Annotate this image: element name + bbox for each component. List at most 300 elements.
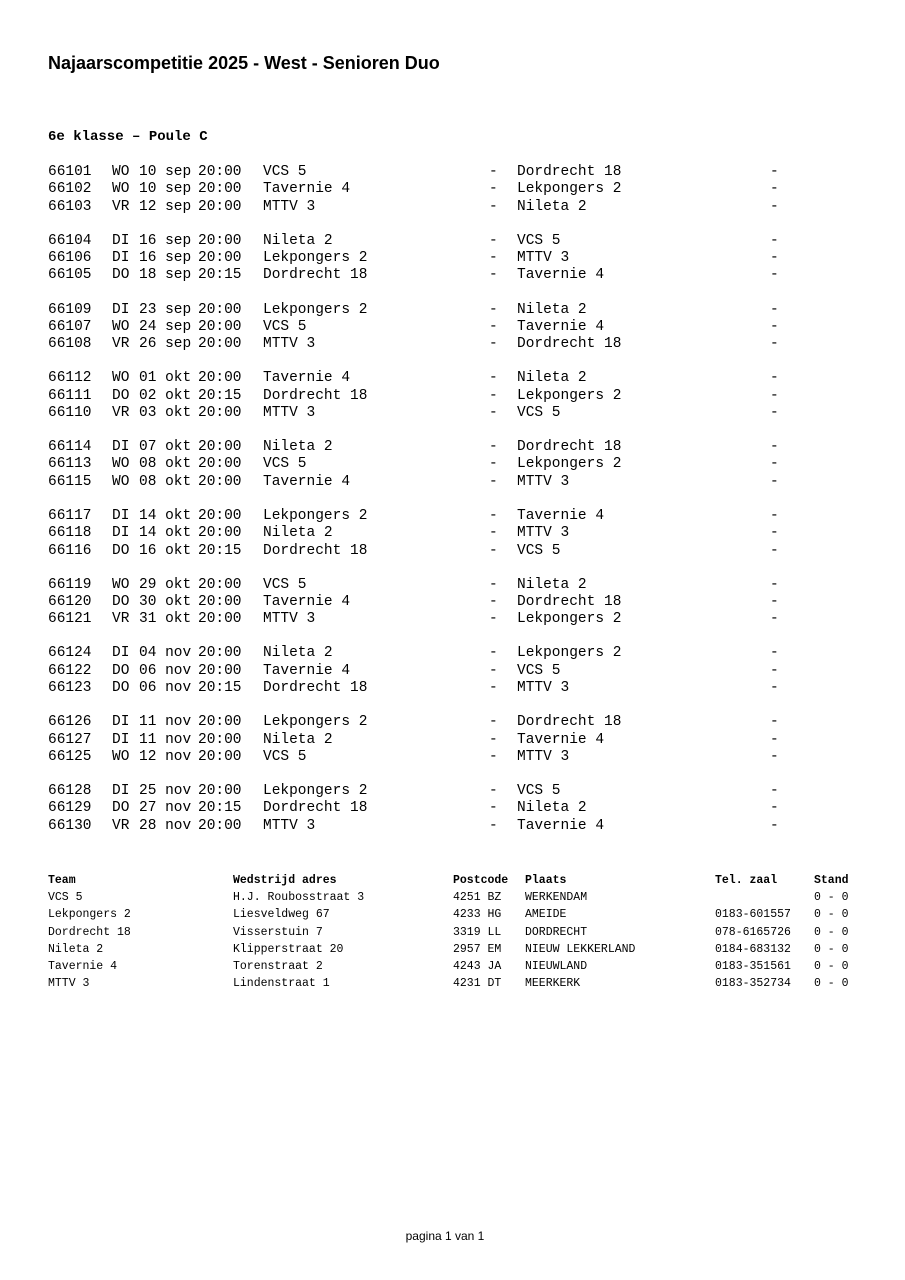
team-row xyxy=(48,958,858,975)
team-row xyxy=(48,924,858,941)
match-result: - xyxy=(770,783,779,800)
home-team: Lekpongers 2 xyxy=(263,250,368,267)
team-phone: 0183-352734 xyxy=(715,977,791,991)
team-name: Nileta 2 xyxy=(48,942,104,956)
match-row xyxy=(48,199,798,216)
match-date: 16 sep xyxy=(139,232,192,249)
match-day: VR xyxy=(112,336,130,353)
match-time: 20:15 xyxy=(198,680,242,697)
home-team: Dordrecht 18 xyxy=(263,680,368,697)
away-team: MTTV 3 xyxy=(517,525,570,542)
match-date: 08 okt xyxy=(139,473,192,490)
match-result: - xyxy=(770,662,779,679)
header-stand: Stand xyxy=(814,874,849,887)
away-team: Tavernie 4 xyxy=(517,318,605,335)
team-postcode: 4231 DT xyxy=(453,977,502,991)
header-postcode: Postcode xyxy=(453,874,509,887)
home-team: Dordrecht 18 xyxy=(263,267,368,284)
match-time: 20:00 xyxy=(198,576,242,593)
home-team: Tavernie 4 xyxy=(263,593,351,610)
match-day: DI xyxy=(112,250,130,267)
away-team: Dordrecht 18 xyxy=(517,439,622,456)
away-team: Tavernie 4 xyxy=(517,507,605,524)
match-date: 16 okt xyxy=(139,542,192,559)
match-time: 20:00 xyxy=(198,783,242,800)
match-row xyxy=(48,525,798,542)
match-result: - xyxy=(770,164,779,180)
match-result: - xyxy=(770,198,779,215)
match-date: 06 nov xyxy=(139,680,192,697)
match-day: WO xyxy=(112,748,130,765)
match-number: 66116 xyxy=(48,542,92,559)
match-row xyxy=(48,181,798,198)
team-phone: 0183-601557 xyxy=(715,908,791,922)
match-day: VR xyxy=(112,817,130,834)
match-date: 08 okt xyxy=(139,456,192,473)
match-result: - xyxy=(770,817,779,834)
match-separator: - xyxy=(489,164,498,180)
home-team: Dordrecht 18 xyxy=(263,387,368,404)
match-time: 20:00 xyxy=(198,439,242,456)
match-separator: - xyxy=(489,370,498,387)
match-row xyxy=(48,474,798,491)
match-row xyxy=(48,336,798,353)
header-team: Team xyxy=(48,874,76,887)
match-result: - xyxy=(770,800,779,817)
match-number: 66124 xyxy=(48,645,92,662)
match-row xyxy=(48,818,798,835)
match-separator: - xyxy=(489,198,498,215)
match-separator: - xyxy=(489,576,498,593)
away-team: VCS 5 xyxy=(517,783,561,800)
match-day: DO xyxy=(112,680,130,697)
home-team: Nileta 2 xyxy=(263,645,333,662)
match-result: - xyxy=(770,576,779,593)
match-time: 20:00 xyxy=(198,611,242,628)
match-date: 18 sep xyxy=(139,267,192,284)
match-date: 11 nov xyxy=(139,714,192,731)
home-team: Tavernie 4 xyxy=(263,181,351,198)
home-team: MTTV 3 xyxy=(263,336,316,353)
match-number: 66118 xyxy=(48,525,92,542)
group-spacer xyxy=(48,353,798,370)
match-day: DO xyxy=(112,593,130,610)
team-postcode: 4233 HG xyxy=(453,908,502,922)
team-address: H.J. Roubosstraat 3 xyxy=(233,891,365,905)
match-time: 20:00 xyxy=(198,336,242,353)
match-separator: - xyxy=(489,387,498,404)
match-number: 66111 xyxy=(48,387,92,404)
match-separator: - xyxy=(489,318,498,335)
match-schedule xyxy=(48,164,798,835)
match-day: WO xyxy=(112,181,130,198)
match-day: DO xyxy=(112,662,130,679)
match-number: 66126 xyxy=(48,714,92,731)
match-result: - xyxy=(770,370,779,387)
match-date: 28 nov xyxy=(139,817,192,834)
group-spacer xyxy=(48,629,798,646)
match-result: - xyxy=(770,714,779,731)
match-separator: - xyxy=(489,714,498,731)
match-day: DO xyxy=(112,800,130,817)
match-date: 10 sep xyxy=(139,181,192,198)
match-day: VR xyxy=(112,404,130,421)
match-result: - xyxy=(770,456,779,473)
match-date: 10 sep xyxy=(139,164,192,180)
match-date: 02 okt xyxy=(139,387,192,404)
team-standing: 0 - 0 xyxy=(814,977,849,991)
match-row xyxy=(48,543,798,560)
match-number: 66113 xyxy=(48,456,92,473)
match-result: - xyxy=(770,611,779,628)
match-time: 20:00 xyxy=(198,250,242,267)
team-row xyxy=(48,941,858,958)
match-row xyxy=(48,302,798,319)
team-address: Klipperstraat 20 xyxy=(233,942,344,956)
group-spacer xyxy=(48,422,798,439)
match-result: - xyxy=(770,250,779,267)
match-row xyxy=(48,388,798,405)
home-team: VCS 5 xyxy=(263,164,307,180)
poule-heading: 6e klasse – Poule C xyxy=(48,129,208,145)
match-number: 66104 xyxy=(48,232,92,249)
match-separator: - xyxy=(489,456,498,473)
match-date: 01 okt xyxy=(139,370,192,387)
team-phone: 0184-683132 xyxy=(715,942,791,956)
match-row xyxy=(48,233,798,250)
team-standing: 0 - 0 xyxy=(814,942,849,956)
match-row xyxy=(48,164,798,181)
match-result: - xyxy=(770,645,779,662)
match-result: - xyxy=(770,387,779,404)
match-day: DI xyxy=(112,714,130,731)
match-row xyxy=(48,680,798,697)
home-team: Nileta 2 xyxy=(263,439,333,456)
away-team: Nileta 2 xyxy=(517,576,587,593)
away-team: VCS 5 xyxy=(517,404,561,421)
match-number: 66107 xyxy=(48,318,92,335)
match-row xyxy=(48,645,798,662)
match-time: 20:00 xyxy=(198,525,242,542)
match-row xyxy=(48,594,798,611)
team-row xyxy=(48,889,858,906)
match-result: - xyxy=(770,318,779,335)
match-separator: - xyxy=(489,731,498,748)
team-postcode: 4243 JA xyxy=(453,959,502,973)
team-address: Lindenstraat 1 xyxy=(233,977,330,991)
away-team: Lekpongers 2 xyxy=(517,387,622,404)
home-team: VCS 5 xyxy=(263,318,307,335)
match-day: DI xyxy=(112,439,130,456)
match-result: - xyxy=(770,267,779,284)
match-date: 30 okt xyxy=(139,593,192,610)
home-team: Lekpongers 2 xyxy=(263,301,368,318)
match-number: 66102 xyxy=(48,181,92,198)
match-row xyxy=(48,405,798,422)
team-name: VCS 5 xyxy=(48,891,83,905)
match-separator: - xyxy=(489,232,498,249)
match-time: 20:00 xyxy=(198,456,242,473)
home-team: MTTV 3 xyxy=(263,198,316,215)
match-row xyxy=(48,714,798,731)
match-row xyxy=(48,611,798,628)
match-row xyxy=(48,749,798,766)
match-number: 66108 xyxy=(48,336,92,353)
match-date: 11 nov xyxy=(139,731,192,748)
match-row xyxy=(48,319,798,336)
home-team: Nileta 2 xyxy=(263,731,333,748)
match-day: WO xyxy=(112,473,130,490)
match-result: - xyxy=(770,525,779,542)
match-result: - xyxy=(770,404,779,421)
page-footer: pagina 1 van 1 xyxy=(405,1229,485,1243)
header-adres: Wedstrijd adres xyxy=(233,874,337,887)
match-separator: - xyxy=(489,267,498,284)
match-day: DO xyxy=(112,267,130,284)
match-number: 66123 xyxy=(48,680,92,697)
team-phone: 078-6165726 xyxy=(715,925,791,939)
match-day: DI xyxy=(112,525,130,542)
home-team: MTTV 3 xyxy=(263,817,316,834)
match-day: DI xyxy=(112,731,130,748)
match-separator: - xyxy=(489,645,498,662)
match-day: WO xyxy=(112,318,130,335)
match-time: 20:00 xyxy=(198,370,242,387)
match-number: 66101 xyxy=(48,164,92,180)
match-separator: - xyxy=(489,404,498,421)
away-team: Tavernie 4 xyxy=(517,731,605,748)
away-team: MTTV 3 xyxy=(517,748,570,765)
away-team: Tavernie 4 xyxy=(517,267,605,284)
match-time: 20:00 xyxy=(198,817,242,834)
match-separator: - xyxy=(489,680,498,697)
team-row xyxy=(48,906,858,923)
match-separator: - xyxy=(489,250,498,267)
match-separator: - xyxy=(489,748,498,765)
team-name: Dordrecht 18 xyxy=(48,925,131,939)
match-number: 66105 xyxy=(48,267,92,284)
match-time: 20:00 xyxy=(198,198,242,215)
match-date: 06 nov xyxy=(139,662,192,679)
match-time: 20:00 xyxy=(198,662,242,679)
match-time: 20:00 xyxy=(198,731,242,748)
away-team: MTTV 3 xyxy=(517,680,570,697)
group-spacer xyxy=(48,491,798,508)
team-name: Tavernie 4 xyxy=(48,959,118,973)
match-result: - xyxy=(770,680,779,697)
page-title: Najaarscompetitie 2025 - West - Senioren Duo xyxy=(48,53,440,73)
group-spacer xyxy=(48,285,798,302)
match-number: 66127 xyxy=(48,731,92,748)
match-time: 20:00 xyxy=(198,301,242,318)
team-city: DORDRECHT xyxy=(525,925,588,939)
match-separator: - xyxy=(489,336,498,353)
match-separator: - xyxy=(489,800,498,817)
team-phone: 0183-351561 xyxy=(715,959,791,973)
away-team: MTTV 3 xyxy=(517,473,570,490)
away-team: MTTV 3 xyxy=(517,250,570,267)
home-team: VCS 5 xyxy=(263,576,307,593)
team-city: NIEUWLAND xyxy=(525,959,588,973)
match-time: 20:15 xyxy=(198,542,242,559)
home-team: Nileta 2 xyxy=(263,525,333,542)
away-team: VCS 5 xyxy=(517,232,561,249)
match-number: 66114 xyxy=(48,439,92,456)
home-team: VCS 5 xyxy=(263,748,307,765)
team-standing: 0 - 0 xyxy=(814,908,849,922)
match-time: 20:00 xyxy=(198,473,242,490)
match-separator: - xyxy=(489,525,498,542)
match-row xyxy=(48,732,798,749)
away-team: Tavernie 4 xyxy=(517,817,605,834)
match-time: 20:15 xyxy=(198,267,242,284)
match-time: 20:00 xyxy=(198,318,242,335)
away-team: Lekpongers 2 xyxy=(517,645,622,662)
match-number: 66110 xyxy=(48,404,92,421)
match-time: 20:00 xyxy=(198,507,242,524)
home-team: MTTV 3 xyxy=(263,611,316,628)
away-team: Lekpongers 2 xyxy=(517,611,622,628)
team-city: NIEUW LEKKERLAND xyxy=(525,942,636,956)
match-separator: - xyxy=(489,507,498,524)
match-row xyxy=(48,508,798,525)
match-number: 66117 xyxy=(48,507,92,524)
away-team: VCS 5 xyxy=(517,662,561,679)
home-team: Lekpongers 2 xyxy=(263,714,368,731)
match-separator: - xyxy=(489,817,498,834)
away-team: Lekpongers 2 xyxy=(517,181,622,198)
match-number: 66109 xyxy=(48,301,92,318)
match-result: - xyxy=(770,439,779,456)
team-standing: 0 - 0 xyxy=(814,925,849,939)
match-date: 26 sep xyxy=(139,336,192,353)
group-spacer xyxy=(48,560,798,577)
away-team: Dordrecht 18 xyxy=(517,164,622,180)
match-number: 66120 xyxy=(48,593,92,610)
match-day: WO xyxy=(112,370,130,387)
match-day: WO xyxy=(112,164,130,180)
group-spacer xyxy=(48,766,798,783)
match-number: 66103 xyxy=(48,198,92,215)
away-team: Nileta 2 xyxy=(517,370,587,387)
team-city: WERKENDAM xyxy=(525,891,588,905)
match-result: - xyxy=(770,232,779,249)
away-team: Nileta 2 xyxy=(517,800,587,817)
header-plaats: Plaats xyxy=(525,874,567,887)
away-team: Nileta 2 xyxy=(517,198,587,215)
match-number: 66122 xyxy=(48,662,92,679)
match-separator: - xyxy=(489,783,498,800)
match-row xyxy=(48,456,798,473)
match-day: DI xyxy=(112,232,130,249)
match-result: - xyxy=(770,473,779,490)
match-row xyxy=(48,370,798,387)
team-postcode: 2957 EM xyxy=(453,942,502,956)
home-team: MTTV 3 xyxy=(263,404,316,421)
match-number: 66129 xyxy=(48,800,92,817)
match-separator: - xyxy=(489,542,498,559)
match-day: DI xyxy=(112,783,130,800)
match-date: 03 okt xyxy=(139,404,192,421)
match-result: - xyxy=(770,336,779,353)
team-standing: 0 - 0 xyxy=(814,891,849,905)
match-number: 66119 xyxy=(48,576,92,593)
match-number: 66128 xyxy=(48,783,92,800)
team-row xyxy=(48,975,858,992)
team-name: MTTV 3 xyxy=(48,977,90,991)
match-result: - xyxy=(770,748,779,765)
home-team: Tavernie 4 xyxy=(263,370,351,387)
group-spacer xyxy=(48,697,798,714)
match-time: 20:00 xyxy=(198,232,242,249)
match-date: 24 sep xyxy=(139,318,192,335)
home-team: Lekpongers 2 xyxy=(263,783,368,800)
match-date: 31 okt xyxy=(139,611,192,628)
match-row xyxy=(48,439,798,456)
match-date: 12 nov xyxy=(139,748,192,765)
team-postcode: 3319 LL xyxy=(453,925,502,939)
match-date: 14 okt xyxy=(139,525,192,542)
match-day: VR xyxy=(112,198,130,215)
match-number: 66130 xyxy=(48,817,92,834)
match-time: 20:00 xyxy=(198,164,242,180)
teams-table-header xyxy=(48,872,858,889)
match-date: 07 okt xyxy=(139,439,192,456)
match-number: 66115 xyxy=(48,473,92,490)
match-day: WO xyxy=(112,576,130,593)
match-separator: - xyxy=(489,301,498,318)
match-date: 16 sep xyxy=(139,250,192,267)
teams-table xyxy=(48,872,858,992)
match-number: 66106 xyxy=(48,250,92,267)
team-city: MEERKERK xyxy=(525,977,581,991)
match-row xyxy=(48,250,798,267)
team-standing: 0 - 0 xyxy=(814,959,849,973)
match-time: 20:00 xyxy=(198,593,242,610)
match-day: DO xyxy=(112,387,130,404)
match-date: 25 nov xyxy=(139,783,192,800)
match-row xyxy=(48,783,798,800)
match-date: 04 nov xyxy=(139,645,192,662)
away-team: VCS 5 xyxy=(517,542,561,559)
match-row xyxy=(48,267,798,284)
match-date: 23 sep xyxy=(139,301,192,318)
match-row xyxy=(48,800,798,817)
match-result: - xyxy=(770,507,779,524)
match-day: DO xyxy=(112,542,130,559)
match-separator: - xyxy=(489,611,498,628)
match-result: - xyxy=(770,181,779,198)
match-separator: - xyxy=(489,662,498,679)
match-separator: - xyxy=(489,439,498,456)
match-separator: - xyxy=(489,593,498,610)
home-team: Dordrecht 18 xyxy=(263,542,368,559)
home-team: Nileta 2 xyxy=(263,232,333,249)
match-result: - xyxy=(770,301,779,318)
team-address: Torenstraat 2 xyxy=(233,959,323,973)
match-time: 20:00 xyxy=(198,404,242,421)
home-team: Tavernie 4 xyxy=(263,473,351,490)
match-date: 27 nov xyxy=(139,800,192,817)
match-day: WO xyxy=(112,456,130,473)
home-team: VCS 5 xyxy=(263,456,307,473)
home-team: Tavernie 4 xyxy=(263,662,351,679)
home-team: Lekpongers 2 xyxy=(263,507,368,524)
header-tel: Tel. zaal xyxy=(715,874,778,887)
match-date: 12 sep xyxy=(139,198,192,215)
match-result: - xyxy=(770,593,779,610)
match-time: 20:00 xyxy=(198,645,242,662)
